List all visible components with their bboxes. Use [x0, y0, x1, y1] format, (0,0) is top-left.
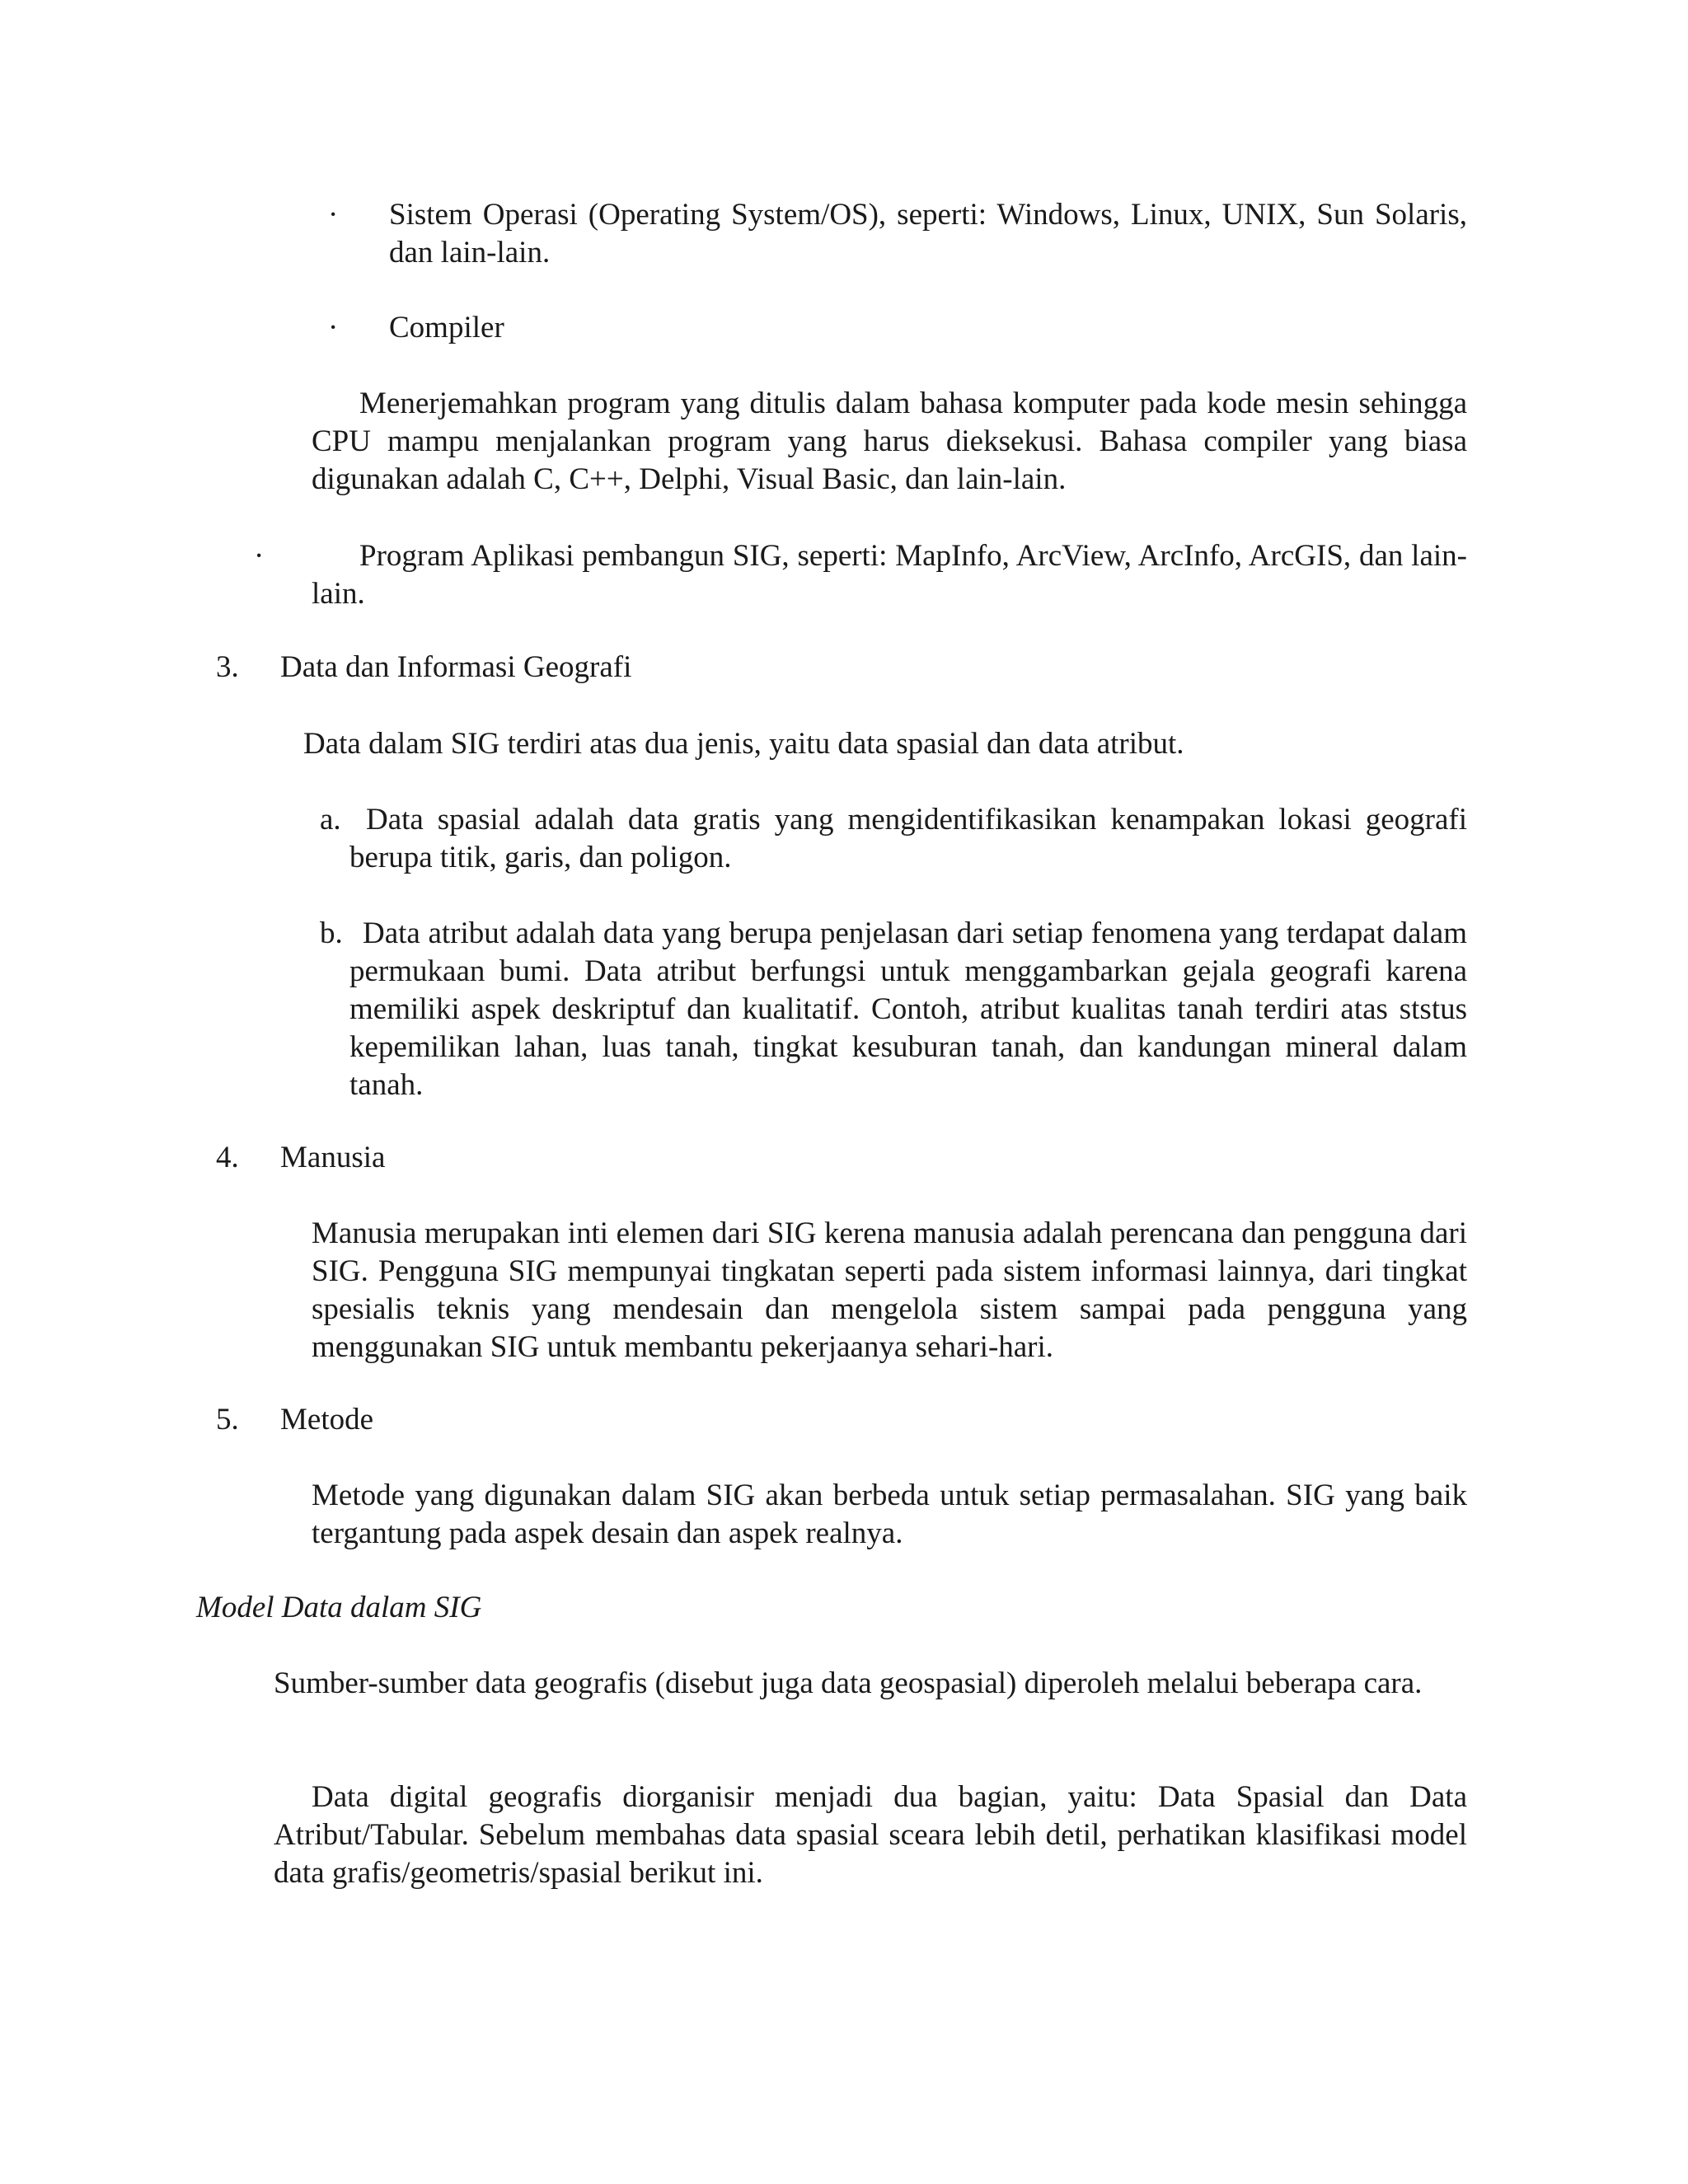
apps-item: Program Aplikasi pembangun SIG, seperti: MapInfo, ArcView, ArcInfo, ArcGIS, dan lain-lain.: [312, 539, 1467, 611]
bullet-os: ·: [328, 198, 339, 232]
bullet-apps: ·: [254, 539, 265, 573]
section3-title: Data dan Informasi Geografi: [280, 650, 632, 684]
item-a-label: a.: [320, 803, 341, 837]
section4-number: 4.: [216, 1141, 239, 1174]
item-b-label: b.: [320, 916, 343, 950]
section4-body: Manusia merupakan inti elemen dari SIG kerena manusia adalah perencana dan pengguna dari SIG. Pengguna SIG mempunyai tingkatan seperti pada sistem informasi lainnya, dari tingkat spesialis teknis yang mendesain dan mengelola sistem sampai pada pengguna yang menggunakan SIG untuk membantu pekerjaanya sehari-hari.: [312, 1216, 1467, 1364]
section3-intro: Data dalam SIG terdiri atas dua jenis, yaitu data spasial dan data atribut.: [303, 727, 1184, 761]
item-b-text: Data atribut adalah data yang berupa penjelasan dari setiap fenomena yang terdapat dalam permukaan bumi. Data atribut berfungsi untuk menggambarkan gejala geografi karena memiliki aspek deskriptuf dan kualitatif. Contoh, atribut kualitas tanah terdiri atas ststus kepemilikan lahan, luas tanah, tingkat kesuburan tanah, dan kandungan mineral dalam tanah.: [349, 916, 1467, 1102]
compiler-description: Menerjemahkan program yang ditulis dalam bahasa komputer pada kode mesin sehingga CPU mampu menjalankan program yang harus dieksekusi. Bahasa compiler yang biasa digunakan adalah C, C++, Delphi, Visual Basic, dan lain-lain.: [312, 387, 1467, 496]
section5-body: Metode yang digunakan dalam SIG akan berbeda untuk setiap permasalahan. SIG yang baik tergantung pada aspek desain dan aspek realnya.: [312, 1479, 1467, 1550]
item-a-text: Data spasial adalah data gratis yang mengidentifikasikan kenampakan lokasi geografi berupa titik, garis, dan poligon.: [349, 803, 1467, 874]
model-heading: Model Data dalam SIG: [196, 1591, 482, 1624]
section5-number: 5.: [216, 1403, 239, 1436]
model-para1: Sumber-sumber data geografis (disebut juga data geospasial) diperoleh melalui beberapa cara.: [274, 1666, 1423, 1700]
section3-number: 3.: [216, 650, 239, 684]
model-para2: Data digital geografis diorganisir menjadi dua bagian, yaitu: Data Spasial dan Data Atribut/Tabular. Sebelum membahas data spasial sceara lebih detil, perhatikan klasifikasi model data grafis/geometris/spasial berikut ini.: [274, 1780, 1467, 1890]
os-item: Sistem Operasi (Operating System/OS), seperti: Windows, Linux, UNIX, Sun Solaris, dan lain-lain.: [389, 198, 1467, 269]
section5-title: Metode: [280, 1403, 374, 1436]
section4-title: Manusia: [280, 1141, 386, 1174]
bullet-compiler: ·: [328, 311, 339, 344]
compiler-heading: Compiler: [389, 311, 504, 344]
